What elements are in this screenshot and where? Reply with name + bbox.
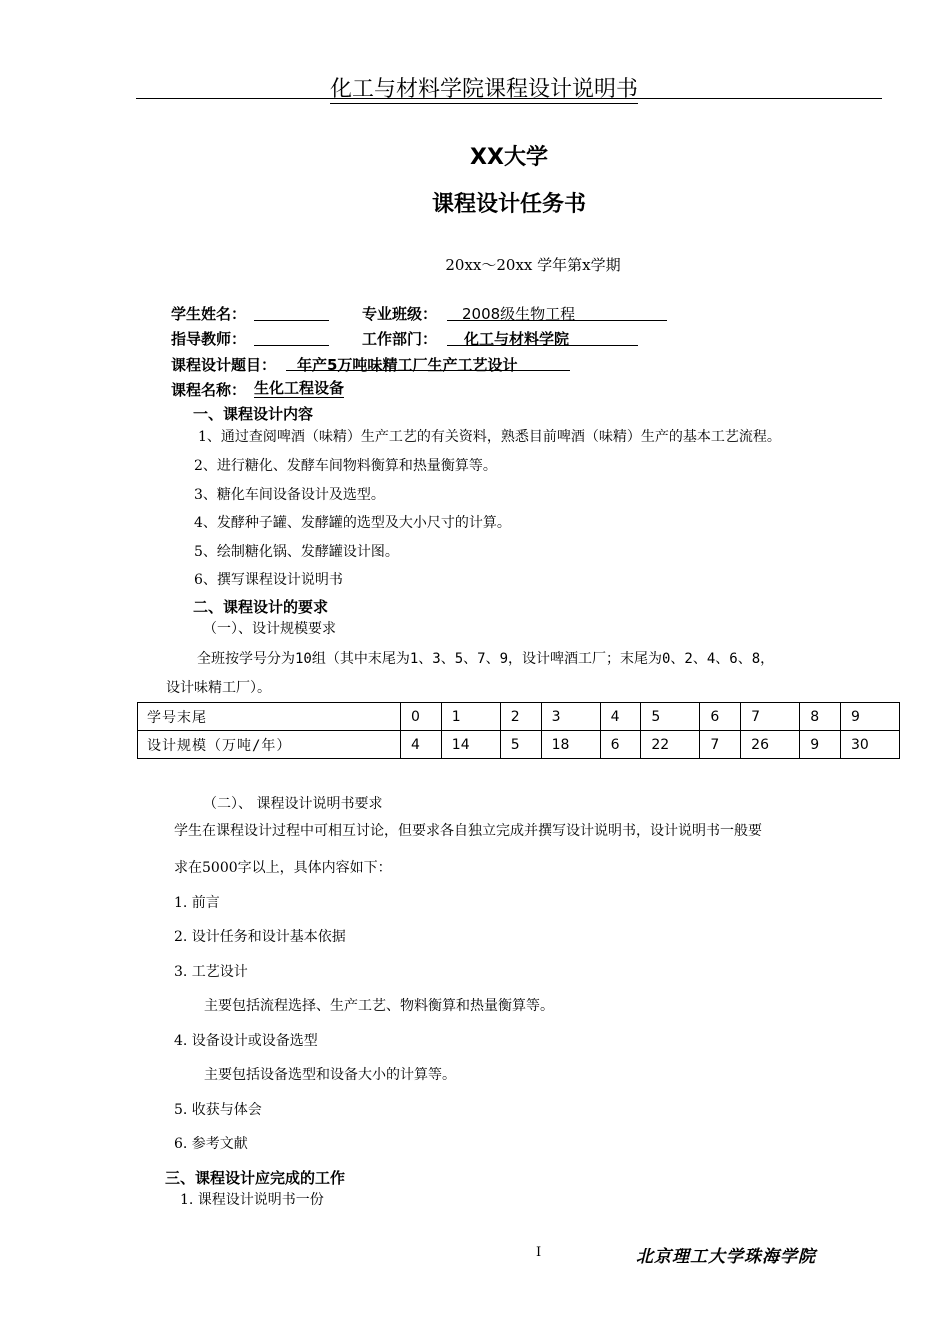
department-label: 工作部门： [362,330,438,348]
department-value: 化工与材料学院 [464,330,570,348]
table-row [138,703,900,731]
class-label: 专业班级： [362,305,438,323]
table-cell [138,703,401,731]
outline-item-3: 3. 工艺设计 [174,964,248,980]
outline-item-4: 4. 设备设计或设备选型 [174,1033,318,1049]
table-cell: 9 [800,731,841,759]
row-label-id-tail: 学号末尾 [147,709,207,726]
grouping-line-2: 设计味精工厂）。 [166,680,271,696]
section1-item-2: 2、进行糖化、发酵车间物料衡算和热量衡算等。 [194,458,497,474]
table-cell: 8 [800,703,841,731]
student-name-label: 学生姓名： [171,305,247,323]
student-name-blank [254,320,329,321]
section2-heading: 二、课程设计的要求 [193,598,329,616]
footer-institution: 北京理工大学珠海学院 [636,1247,816,1267]
outline-item-2: 2. 设计任务和设计基本依据 [174,929,346,945]
topic-label: 课程设计题目： [171,356,277,374]
header-rule [136,98,882,99]
document-title: 课程设计任务书 [431,192,586,217]
table-cell: 3 [541,703,600,731]
outline-item-5: 5. 收获与体会 [174,1102,262,1118]
table-cell: 22 [641,731,700,759]
university-name: XX大学 [470,145,548,170]
scale-requirements-heading: （一）、设计规模要求 [203,621,336,637]
section1-item-1: 1、通过查阅啤酒（味精）生产工艺的有关资料，熟悉目前啤酒（味精）生产的基本工艺流程。 [198,429,781,445]
outline-item-3-detail: 主要包括流程选择、生产工艺、物料衡算和热量衡算等。 [204,998,554,1014]
section3-item-1: 1. 课程设计说明书一份 [180,1192,324,1208]
row-label-design-scale: 设计规模（万吨/年） [147,737,292,754]
outline-item-4-detail: 主要包括设备选型和设备大小的计算等。 [204,1067,456,1083]
advisor-blank [254,345,329,346]
outline-item-6: 6. 参考文献 [174,1136,248,1152]
section1-item-6: 6、撰写课程设计说明书 [194,572,343,588]
page-number: I [536,1245,542,1260]
table-cell: 4 [600,703,641,731]
section1-heading: 一、课程设计内容 [193,405,314,423]
course-value: 生化工程设备 [254,379,345,397]
table-cell: 5 [641,703,700,731]
report-paragraph-line-2: 求在5000字以上，具体内容如下： [174,860,392,876]
table-cell: 14 [441,731,500,759]
table-cell: 2 [500,703,541,731]
section1-item-5: 5、绘制糖化锅、发酵罐设计图。 [194,544,399,560]
grouping-line-1: 全班按学号分为10组（其中末尾为1、3、5、7、9，设计啤酒工厂；末尾为0、2、4、6、8， [197,651,775,667]
report-paragraph-line-1: 学生在课程设计过程中可相互讨论，但要求各自独立完成并撰写设计说明书，设计说明书一般要 [174,823,762,839]
table-row [138,731,900,759]
table-cell: 9 [840,703,899,731]
scale-table [137,702,900,759]
class-value: 2008级生物工程 [462,305,576,323]
table-cell [138,731,401,759]
table-cell: 1 [441,703,500,731]
table-cell: 4 [401,731,442,759]
section3-heading: 三、课程设计应完成的工作 [165,1169,346,1187]
topic-value: 年产5万吨味精工厂生产工艺设计 [297,356,518,374]
table-cell: 7 [741,703,800,731]
table-cell: 7 [700,731,741,759]
table-cell: 30 [840,731,899,759]
table-cell: 18 [541,731,600,759]
table-cell: 0 [401,703,442,731]
semester: 20xx～20xx 学年第x学期 [445,256,621,274]
report-requirements-heading: （二）、 课程设计说明书要求 [203,796,383,812]
course-label: 课程名称： [171,381,247,399]
section1-item-4: 4、发酵种子罐、发酵罐的选型及大小尺寸的计算。 [194,515,511,531]
table-cell: 6 [600,731,641,759]
table-cell: 5 [500,731,541,759]
table-cell: 6 [700,703,741,731]
section1-item-3: 3、糖化车间设备设计及选型。 [194,487,385,503]
advisor-label: 指导教师： [171,330,247,348]
table-cell: 26 [741,731,800,759]
outline-item-1: 1. 前言 [174,895,220,911]
running-header: 化工与材料学院课程设计说明书 [330,72,638,104]
